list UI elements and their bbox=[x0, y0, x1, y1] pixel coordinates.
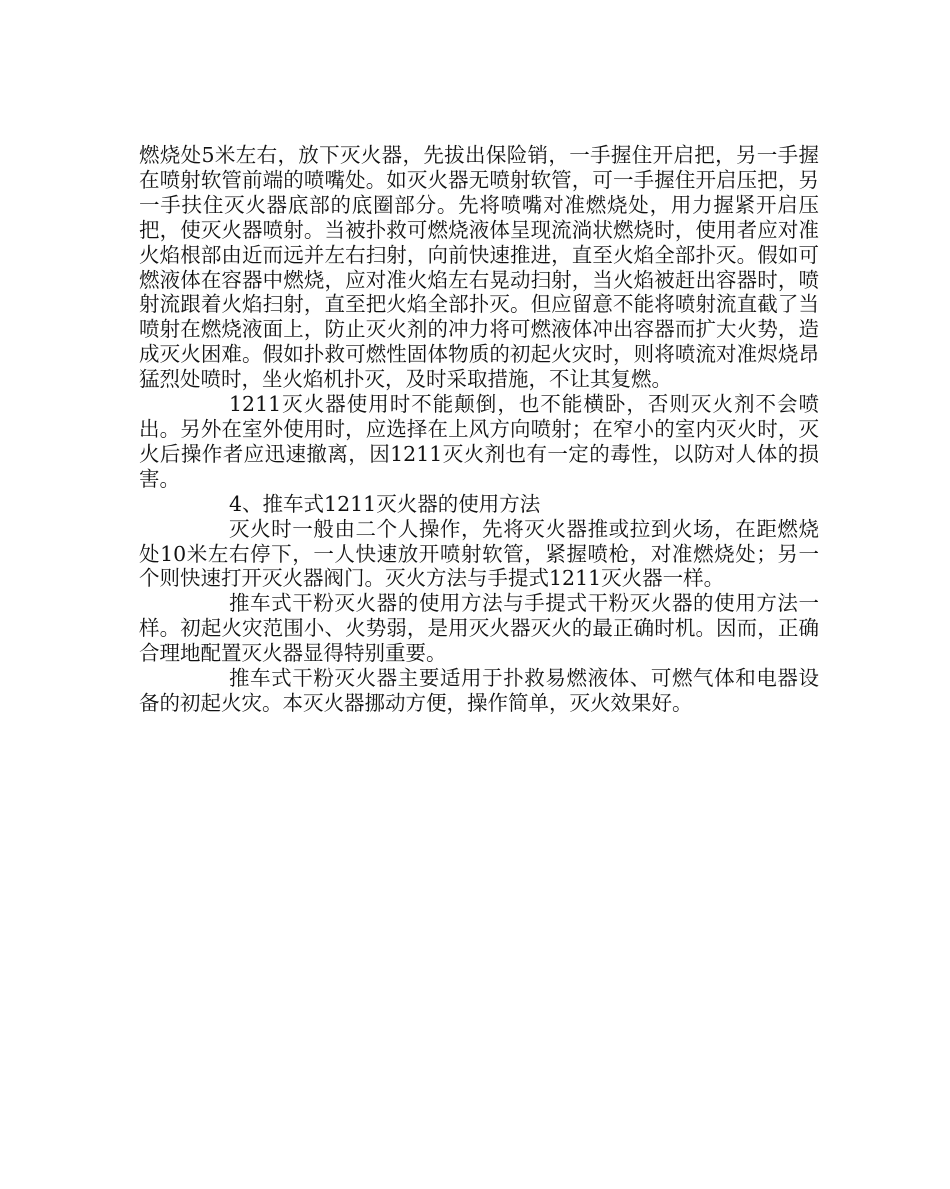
document-body bbox=[139, 143, 819, 716]
paragraph-5: 推车式干粉灭火器主要适用于扑救易燃液体、可燃气体和电器设备的初起火灾。本灭火器挪动方便，操作简单，灭火效果好。 bbox=[139, 666, 819, 715]
paragraph-1: 燃烧处5米左右，放下灭火器，先拔出保险销，一手握住开启把，另一手握在喷射软管前端的喷嘴处。如灭火器无喷射软管，可一手握住开启压把，另一手扶住灭火器底部的底圈部分。先将喷嘴对准燃烧处，用力握紧开启压把，使灭火器喷射。当被扑救可燃烧液体呈现流淌状燃烧时，使用者应对准火焰根部由近而远并左右扫射，向前快速推进，直至火焰全部扑灭。假如可燃液体在容器中燃烧，应对准火焰左右晃动扫射，当火焰被赶出容器时，喷射流跟着火焰扫射，直至把火焰全部扑灭。但应留意不能将喷射流直截了当喷射在燃烧液面上，防止灭火剂的冲力将可燃液体冲出容器而扩大火势，造成灭火困难。假如扑救可燃性固体物质的初起火灾时，则将喷流对准烬烧昂猛烈处喷时，坐火焰机扑灭，及时采取措施，不让其复燃。 bbox=[139, 143, 819, 392]
section-heading: 4、推车式1211灭火器的使用方法 bbox=[229, 491, 541, 516]
paragraph-2: 1211灭火器使用时不能颠倒，也不能横卧，否则灭火剂不会喷出。另外在室外使用时，应选择在上风方向喷射；在窄小的室内灭火时，灭火后操作者应迅速撤离，因1211灭火剂也有一定的毒性，以防对人体的损害。 bbox=[139, 392, 819, 491]
paragraph-4: 推车式干粉灭火器的使用方法与手提式干粉灭火器的使用方法一样。初起火灾范围小、火势弱，是用灭火器灭火的最正确时机。因而，正确合理地配置灭火器显得特别重要。 bbox=[139, 591, 819, 666]
paragraph-3: 灭火时一般由二个人操作，先将灭火器推或拉到火场，在距燃烧处10米左右停下，一人快速放开喷射软管，紧握喷枪，对准燃烧处；另一个则快速打开灭火器阀门。灭火方法与手提式1211灭火器一样。 bbox=[139, 516, 819, 591]
